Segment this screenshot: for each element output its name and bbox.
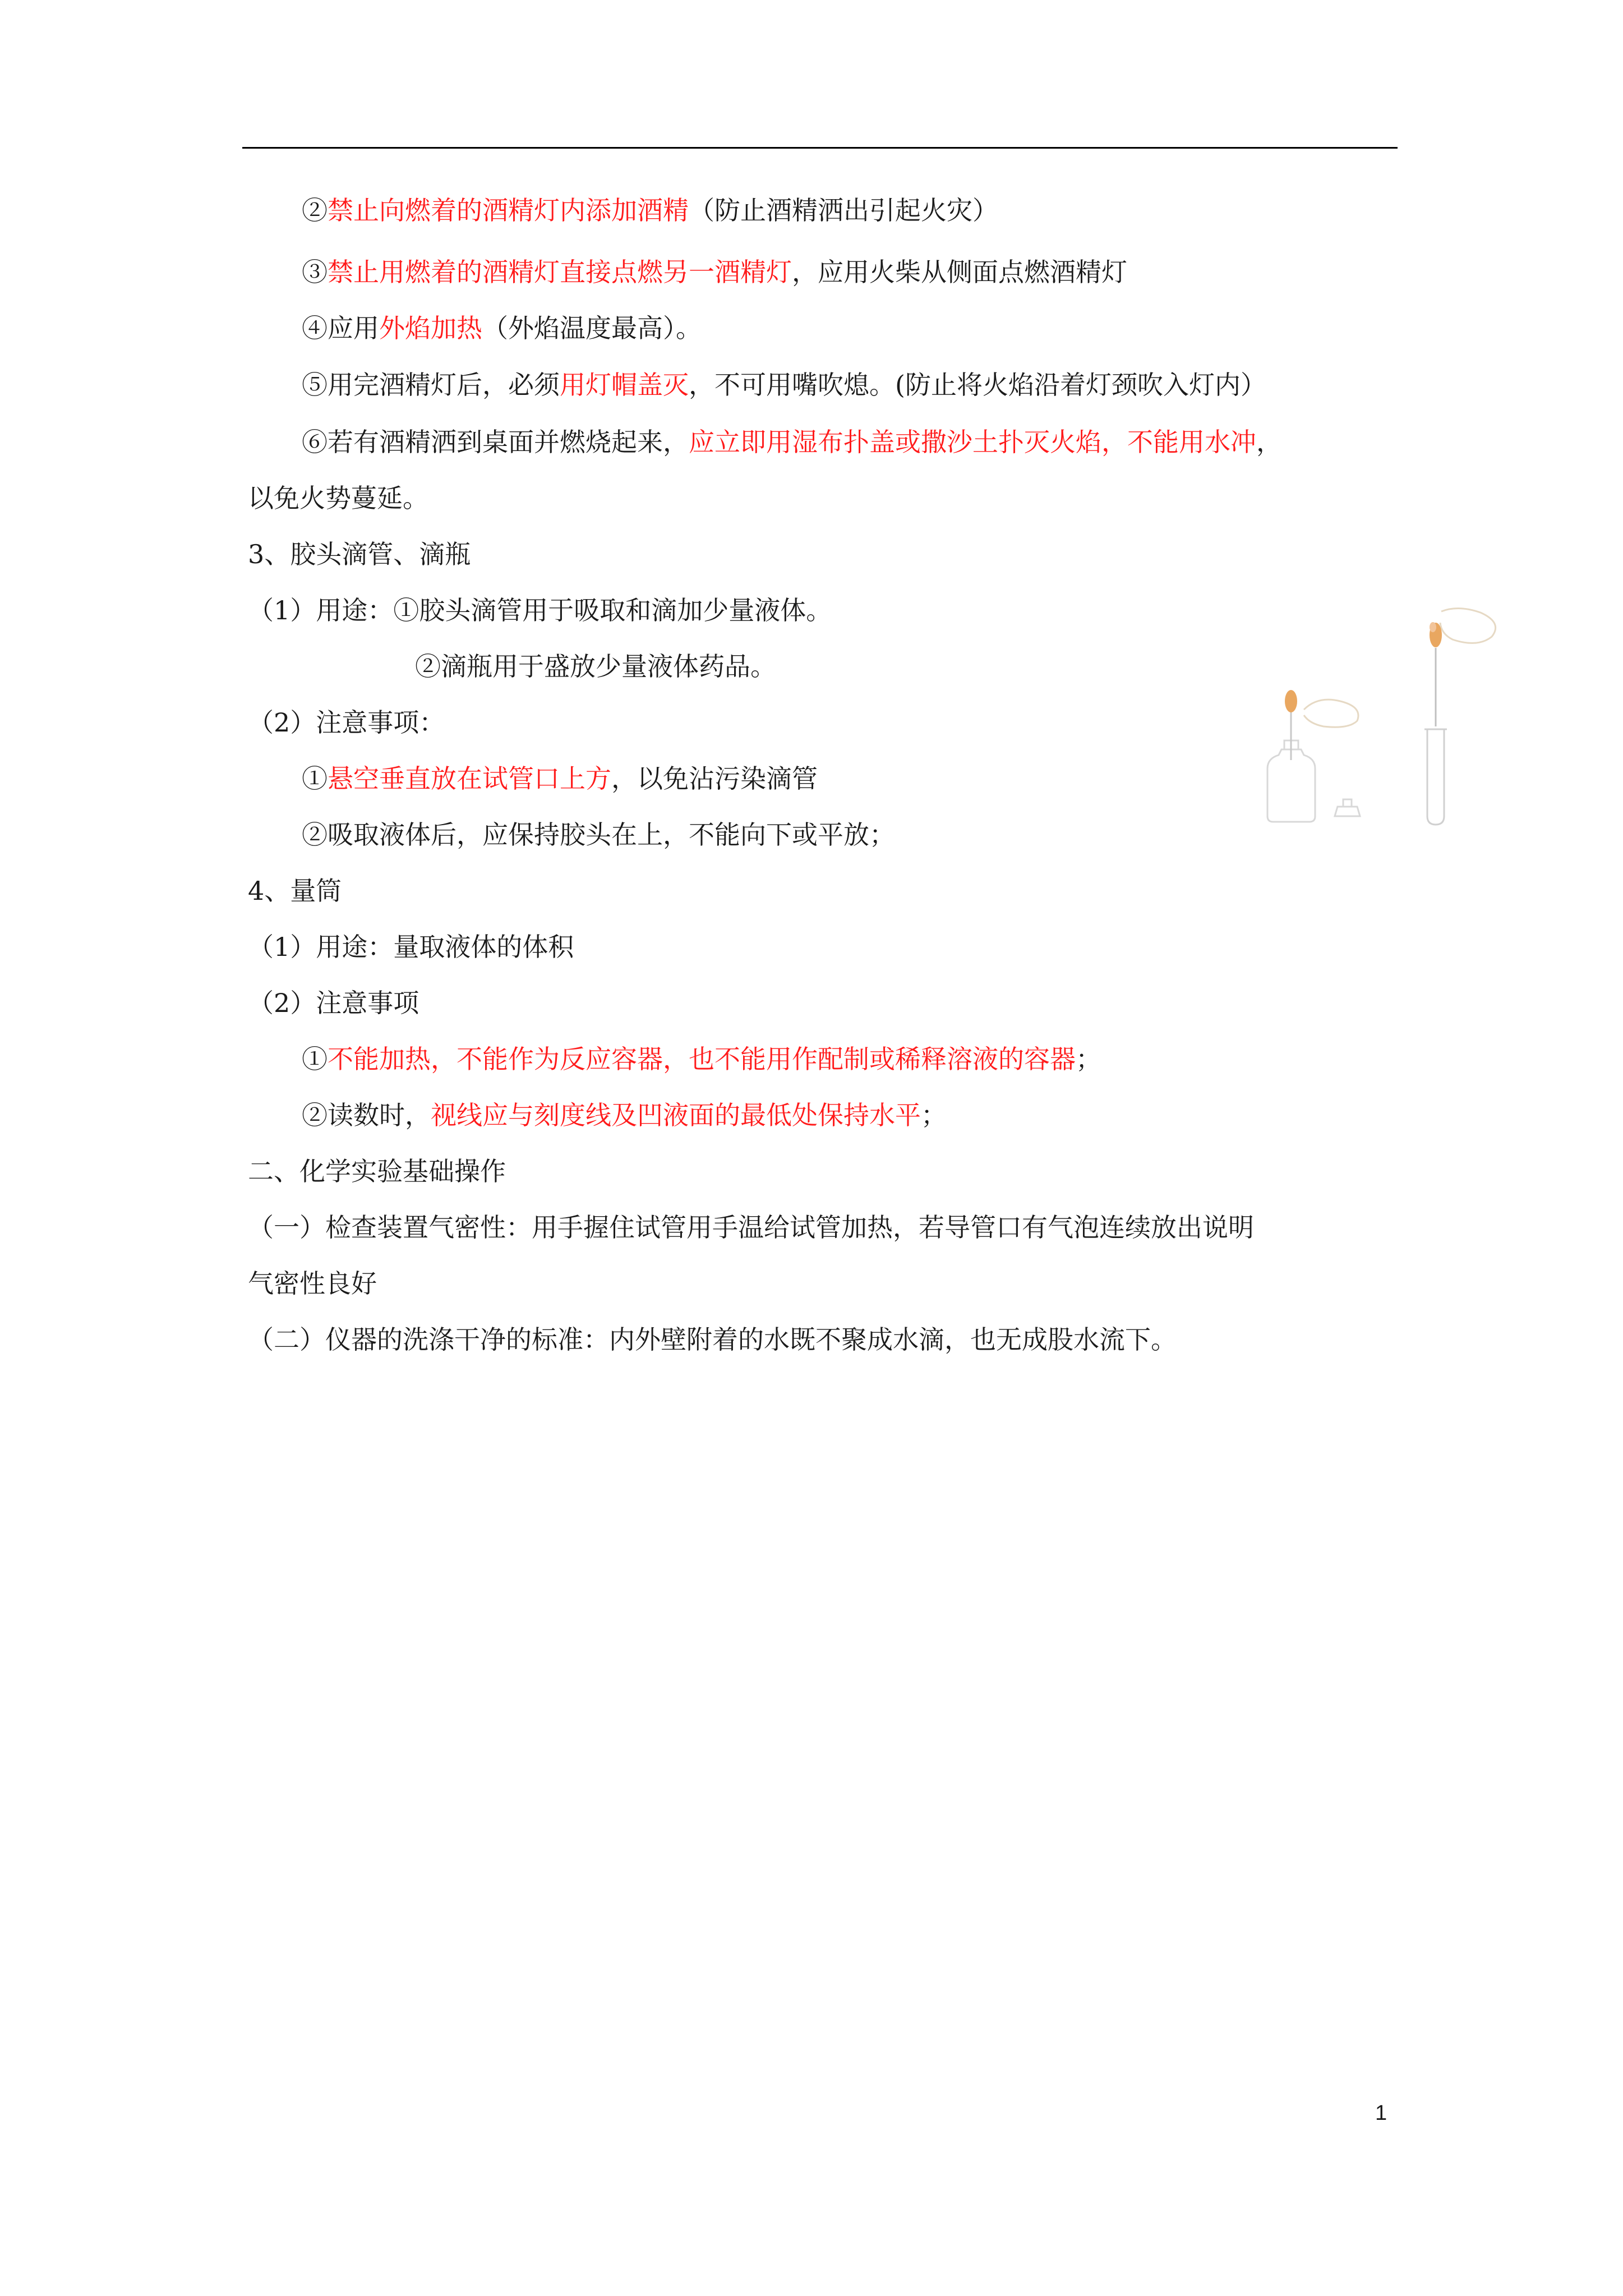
note-highlight: 视线应与刻度线及凹液面的最低处保持水平 [431,1100,921,1130]
lamp-rule-4 [302,311,702,345]
header-rule [242,147,1398,149]
rule-highlight: 禁止用燃着的酒精灯直接点燃另一酒精灯 [328,257,792,287]
note-text: ，以免沾污染滴管 [611,763,818,794]
cylinder-heading: 4、量筒 [248,876,342,906]
rule-note: ，不可用嘴吹熄。(防止将火焰沿着灯颈吹入灯内） [689,370,1266,400]
lamp-rule-2 [302,194,998,227]
rule-text: ④应用 [302,313,379,343]
note-highlight: 不能加热，不能作为反应容器，也不能用作配制或稀释溶液的容器 [328,1044,1076,1074]
note-punct: ； [921,1100,947,1130]
rule-text: ⑥若有酒精洒到桌面并燃烧起来， [302,427,689,457]
dropper-note-2: ②吸取液体后，应保持胶头在上，不能向下或平放； [302,820,895,850]
cylinder-note-1 [302,1042,1101,1076]
use-label: （1）用途： [248,595,394,625]
note-number: ① [302,1044,328,1074]
note-highlight: 悬空垂直放在试管口上方 [328,763,611,794]
section-2-item-2: （二）仪器的洗涤干净的标准：内外壁附着的水既不聚成水滴，也无成股水流下。 [248,1324,1177,1355]
dropper-note-1 [302,762,818,795]
lamp-rule-6-continuation: 以免火势蔓延。 [248,483,428,513]
dropper-illustration [1256,600,1514,830]
rule-highlight: 应立即用湿布扑盖或撒沙土扑灭火焰，不能用水冲 [689,427,1256,457]
note-text: ②读数时， [302,1100,431,1130]
note-punct: ； [1076,1044,1101,1074]
rule-text: ⑤用完酒精灯后，必须 [302,370,560,400]
rule-note: （防止酒精洒出引起火灾） [689,195,998,226]
cylinder-notes-label: （2）注意事项 [248,988,419,1018]
lamp-rule-6 [302,425,1282,459]
section-2-heading: 二、化学实验基础操作 [248,1156,506,1186]
cylinder-note-2 [302,1098,947,1132]
section-2-item-1: （一）检查装置气密性：用手握住试管用手温给试管加热，若导管口有气泡连续放出说明 [248,1212,1254,1243]
rule-punct: ， [1256,427,1282,457]
dropper-use-2: ②滴瓶用于盛放少量液体药品。 [415,651,776,682]
rule-highlight: 禁止向燃着的酒精灯内添加酒精 [328,195,689,226]
dropper-use-1 [248,593,832,627]
rule-highlight: 用灯帽盖灭 [560,370,689,400]
rule-number: ② [302,195,328,226]
cylinder-use: （1）用途：量取液体的体积 [248,932,574,962]
rule-number: ③ [302,257,328,287]
lamp-rule-3 [302,255,1127,289]
use-text: ①胶头滴管用于吸取和滴加少量液体。 [393,595,832,625]
dropper-heading: 3、胶头滴管、滴瓶 [248,539,471,569]
page-number: 1 [1375,2101,1387,2125]
rule-highlight: 外焰加热 [379,313,482,343]
note-number: ① [302,763,328,794]
lamp-rule-5 [302,368,1266,402]
dropper-notes-label: （2）注意事项： [248,707,445,738]
section-2-item-1-continuation: 气密性良好 [248,1268,377,1299]
rule-note: （外焰温度最高）。 [482,313,702,343]
rule-note: ，应用火柴从侧面点燃酒精灯 [792,257,1127,287]
